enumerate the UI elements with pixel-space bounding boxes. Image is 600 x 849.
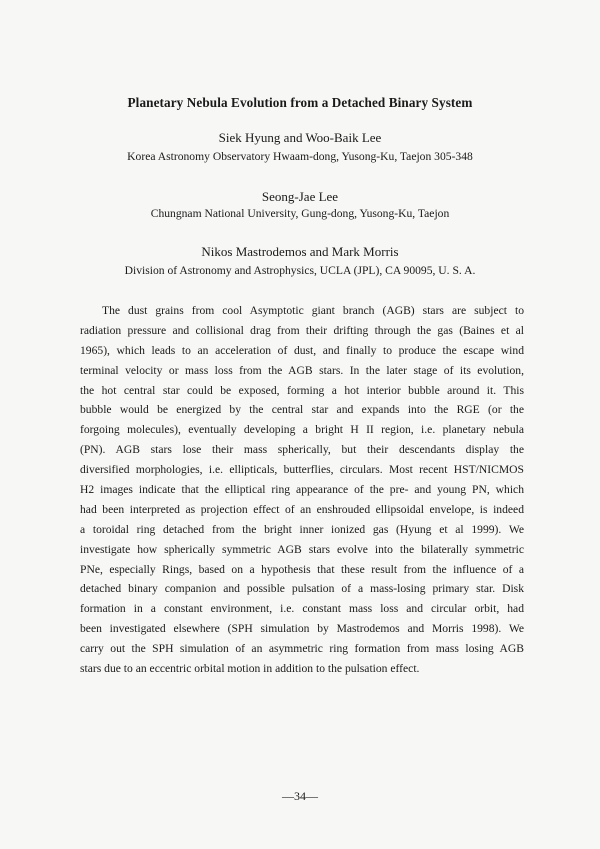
author-names-1: Siek Hyung and Woo-Baik Lee: [218, 130, 382, 145]
abstract-line: investigate how spherically symmetric AGB stars evolve into the bilaterally symmetric: [80, 542, 524, 556]
affiliation-1: Korea Astronomy Observatory Hwaam-dong, Yusong-Ku, Taejon 305-348: [127, 150, 473, 163]
abstract-line: a toroidal ring detached from the bright inner ionized gas (Hyung et al 1999). We: [80, 522, 524, 536]
abstract-line: (PN). AGB stars lose their mass spherically, but their descendants display the: [80, 443, 524, 457]
abstract-line: PNe, especially Rings, based on a hypothesis that these result from the influence of a: [80, 562, 524, 576]
abstract-line: diversified morphologies, i.e. ellipticals, butterflies, circulars. Most recent HST/NICMOS: [80, 463, 524, 477]
abstract-line: detached binary companion and possible pulsation of a mass-losing primary star. Disk: [80, 582, 524, 596]
abstract-line: forgoing molecules), eventually developing a bright H II region, i.e. planetary nebula: [80, 423, 524, 437]
abstract-line: stars due to an eccentric orbital motion in addition to the pulsation effect.: [80, 662, 420, 676]
affiliation-3: Division of Astronomy and Astrophysics, UCLA (JPL), CA 90095, U. S. A.: [124, 264, 476, 277]
abstract-line: 1965), which leads to an acceleration of dust, and finally to produce the escape wind: [80, 343, 524, 357]
abstract-body: [80, 301, 524, 679]
paper-title: Planetary Nebula Evolution from a Detached Binary System: [127, 95, 473, 110]
author-names-2: Seong-Jae Lee: [261, 189, 339, 204]
abstract-line: The dust grains from cool Asymptotic giant branch (AGB) stars are subject to: [102, 304, 524, 317]
author-names-3: Nikos Mastrodemos and Mark Morris: [201, 244, 399, 259]
abstract-line: radiation pressure and collisional drag from their drifting through the gas (Baines et al: [80, 323, 524, 337]
abstract-line: formation in a constant environment, i.e. constant mass loss and circular orbit, had: [80, 602, 524, 616]
abstract-line: bubble would be energized by the central star and expands into the RGE (or the: [80, 403, 524, 417]
abstract-line: had been interpreted as projection effect of an enshrouded ellipsoidal envelope, is indeed: [80, 502, 524, 516]
abstract-line: terminal velocity or mass loss from the AGB stars. In the later stage of its evolution,: [80, 363, 524, 377]
abstract-line: H2 images indicate that the elliptical ring appearance of the pre- and young PN, which: [80, 483, 524, 497]
abstract-line: the hot central star could be exposed, forming a hot interior bubble around it. This: [80, 383, 524, 397]
page-number: —34—: [282, 789, 318, 803]
abstract-line: been investigated elsewhere (SPH simulation by Mastrodemos and Morris 1998). We: [80, 622, 524, 636]
abstract-line: carry out the SPH simulation of an asymmetric ring formation from mass losing AGB: [80, 642, 524, 656]
affiliation-2: Chungnam National University, Gung-dong, Yusong-Ku, Taejon: [150, 207, 450, 220]
